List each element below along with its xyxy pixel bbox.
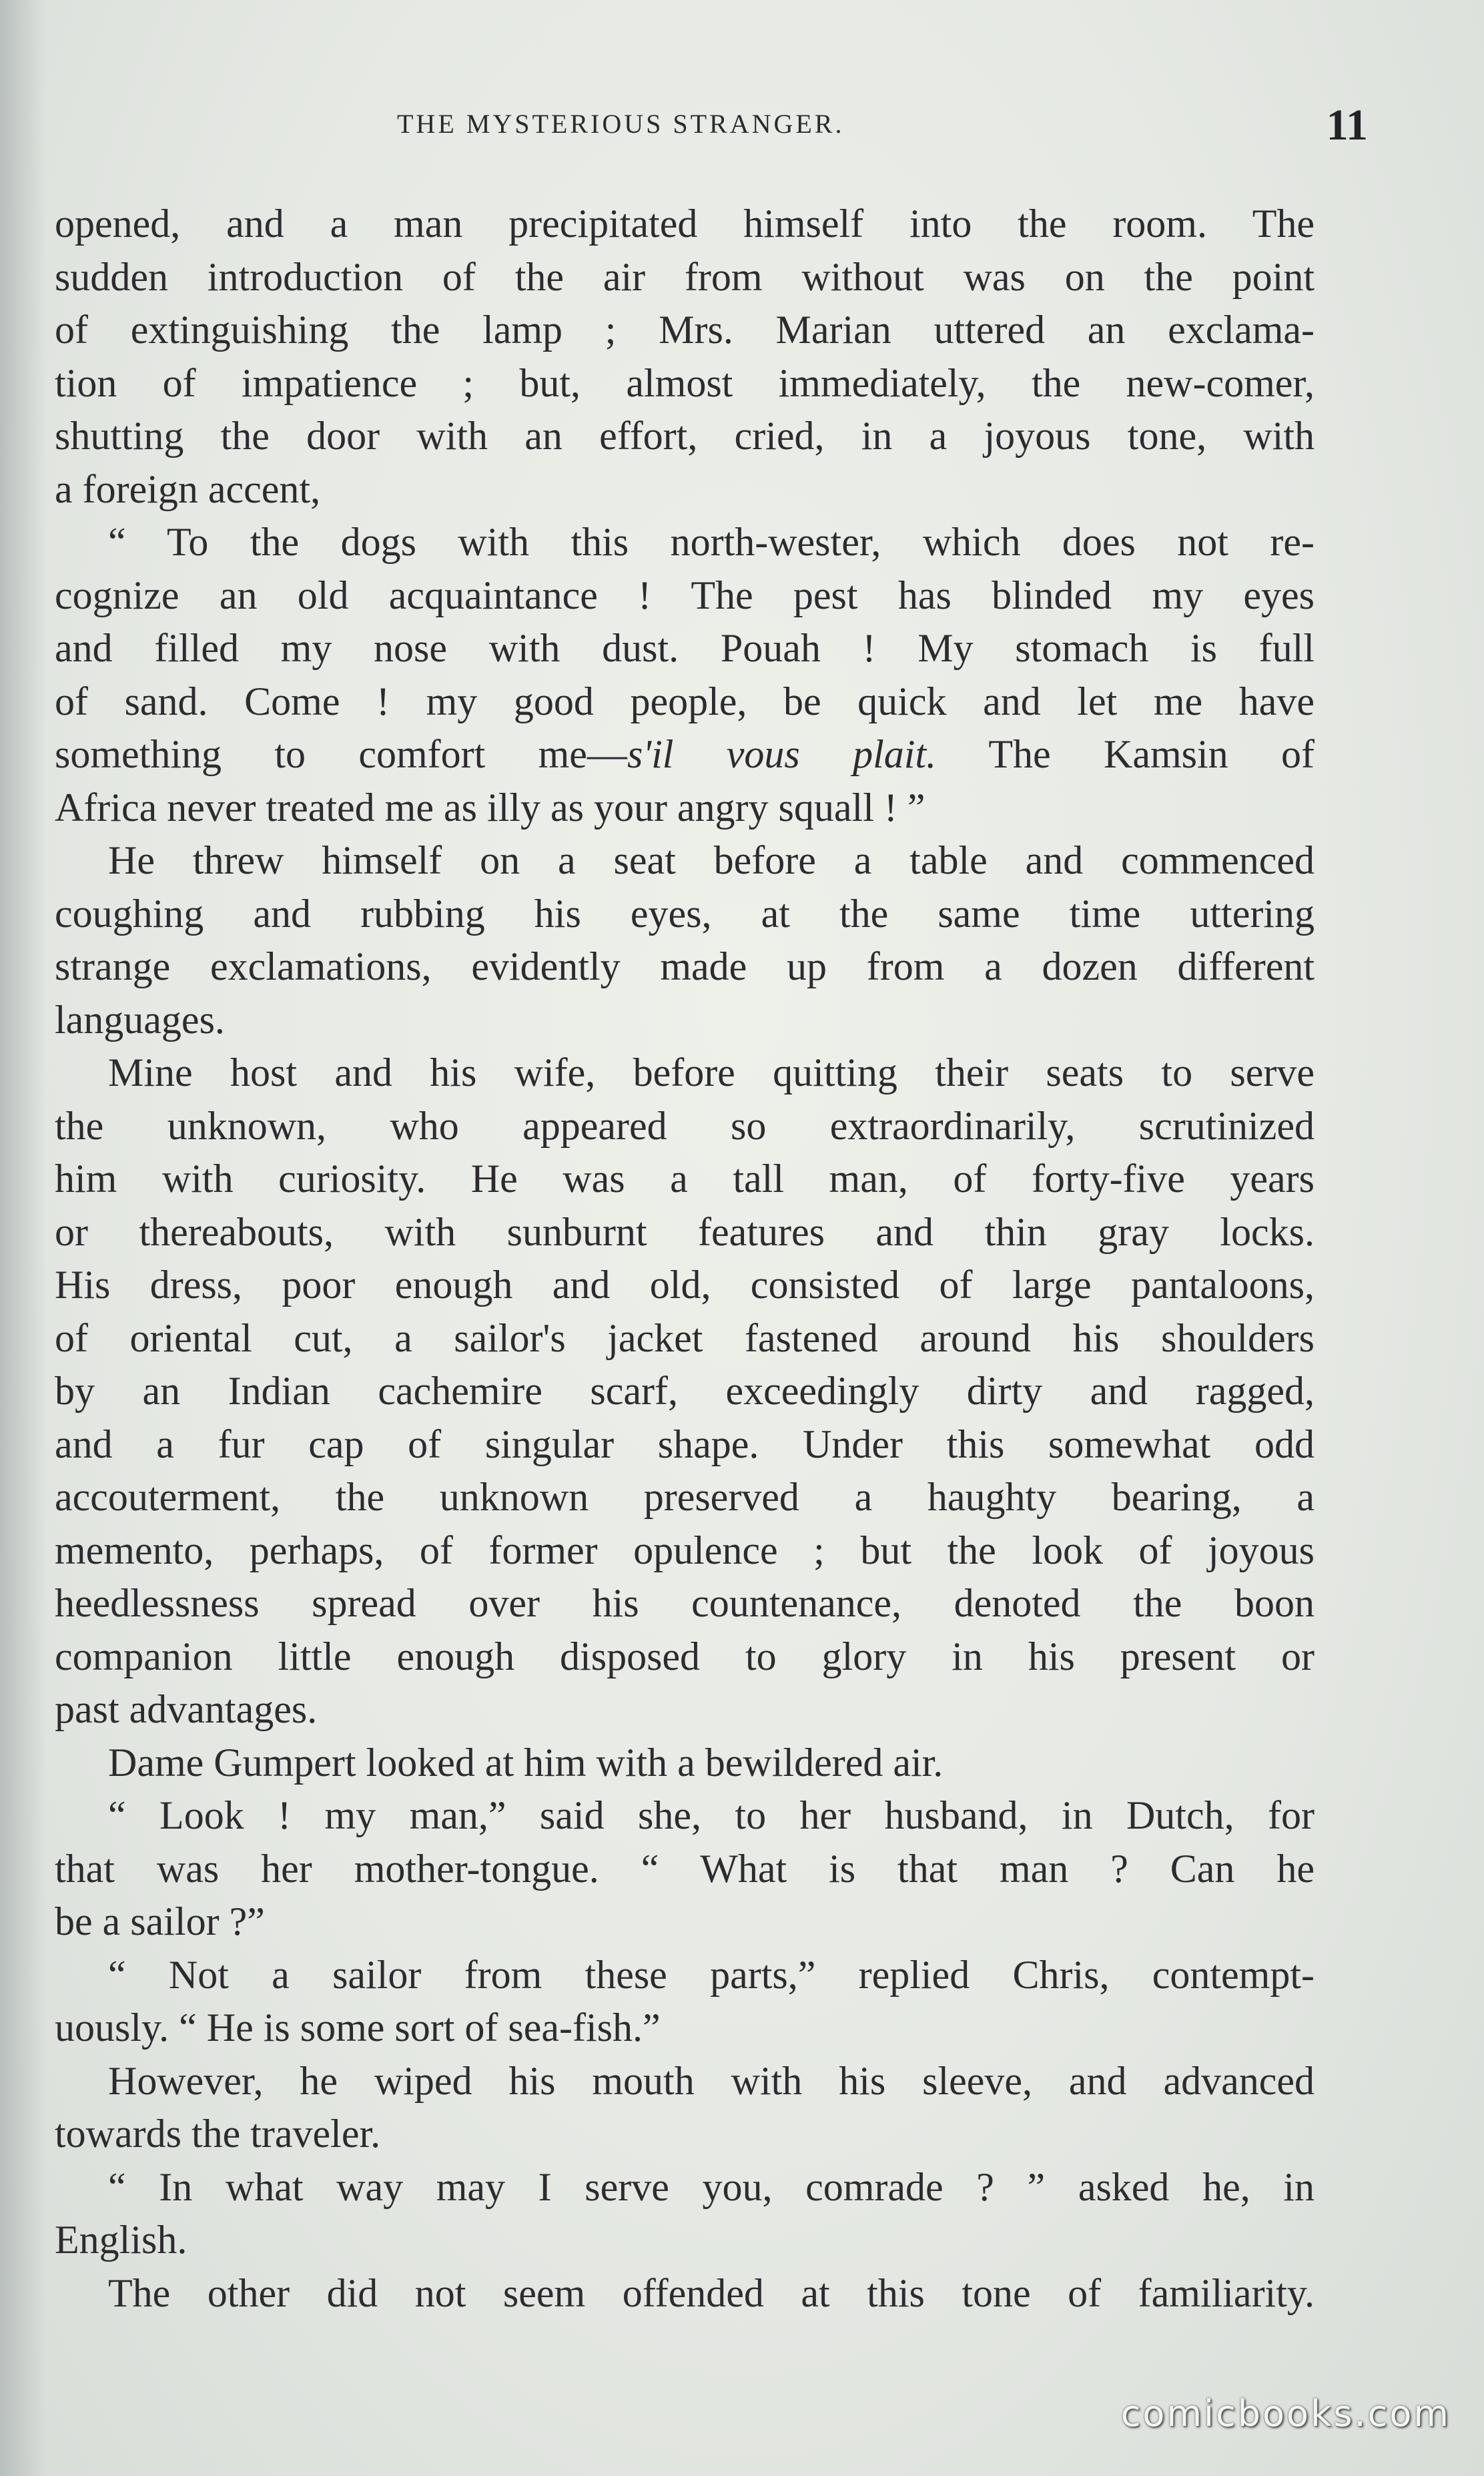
text-line <box>55 1100 1315 1153</box>
text-line <box>55 304 1315 357</box>
italic-phrase: s'il vous plait. <box>627 732 937 776</box>
text-line-content: be a sailor ?” <box>55 1899 265 1943</box>
text-line-content: and a fur cap of singular shape. Under this somewhat odd <box>55 1422 1315 1466</box>
text-line <box>55 2214 1315 2267</box>
running-head <box>53 100 1388 147</box>
text-line-content: him with curiosity. He was a tall man, of forty-five years <box>55 1157 1315 1201</box>
text-line-content: the unknown, who appeared so extraordinarily, scrutinized <box>55 1103 1315 1148</box>
text-line-content: of oriental cut, a sailor's jacket fastened around his shoulders <box>55 1315 1315 1360</box>
text-line <box>55 1683 1315 1737</box>
text-line <box>55 1206 1315 1259</box>
text-line-content: “ Not a sailor from these parts,” replied Chris, contempt- <box>108 1952 1315 1997</box>
text-line <box>55 516 1315 569</box>
text-line-content: companion little enough disposed to glory in his present or <box>55 1634 1315 1678</box>
text-line <box>55 198 1315 251</box>
text-line <box>55 1524 1315 1578</box>
text-line-content: Dame Gumpert looked at him with a bewildered air. <box>108 1740 944 1785</box>
text-line <box>55 1630 1315 1684</box>
text-line <box>55 357 1315 410</box>
text-line-content: uously. “ He is some sort of sea-fish.” <box>55 2005 661 2050</box>
text-line <box>55 1471 1315 1524</box>
text-line <box>55 463 1315 517</box>
text-line <box>55 940 1315 994</box>
text-line <box>55 1046 1315 1100</box>
text-line-content: accouterment, the unknown preserved a haughty bearing, a <box>55 1475 1315 1519</box>
text-line-content: heedlessness spread over his countenance, denoted the boon <box>55 1581 1315 1625</box>
text-line-content: Mine host and his wife, before quitting their seats to serve <box>108 1050 1315 1095</box>
text-line <box>55 2055 1315 2108</box>
text-line-content: His dress, poor enough and old, consisted of large pantaloons, <box>55 1263 1315 1307</box>
text-line-content: of extinguishing the lamp ; Mrs. Marian uttered an exclama- <box>55 308 1315 352</box>
text-line <box>55 1312 1315 1365</box>
text-line-content: The other did not seem offended at this tone of familiarity. <box>108 2270 1315 2315</box>
text-line-content: English. <box>55 2218 188 2262</box>
text-line <box>55 728 1315 782</box>
text-line-content: towards the traveler. <box>55 2112 381 2156</box>
text-line-content: of sand. Come ! my good people, be quick and let me have <box>55 679 1315 723</box>
text-line-content: “ Look ! my man,” said she, to her husband, in Dutch, for <box>108 1793 1315 1837</box>
text-line-content: or thereabouts, with sunburnt features and thin gray locks. <box>55 1209 1315 1254</box>
text-line-content: However, he wiped his mouth with his sleeve, and advanced <box>108 2058 1315 2103</box>
text-line <box>55 1418 1315 1472</box>
text-line <box>55 1895 1315 1949</box>
text-line <box>55 1949 1315 2002</box>
text-line <box>55 1577 1315 1630</box>
text-line <box>55 2267 1315 2320</box>
text-line-content: languages. <box>55 997 225 1042</box>
text-line <box>55 888 1315 941</box>
text-line-content: He threw himself on a seat before a table and commenced <box>108 838 1315 882</box>
text-line-content: sudden introduction of the air from without was on the point <box>55 254 1315 299</box>
text-line <box>55 834 1315 888</box>
text-line <box>55 2108 1315 2161</box>
text-line-content: coughing and rubbing his eyes, at the same time uttering <box>55 891 1315 936</box>
text-line-content: strange exclamations, evidently made up from a dozen different <box>55 944 1315 988</box>
text-line-content: “ To the dogs with this north-wester, which does not re- <box>108 520 1315 564</box>
text-line <box>55 1153 1315 1206</box>
text-line <box>55 2001 1315 2055</box>
text-line-content: past advantages. <box>55 1687 318 1731</box>
text-line <box>55 410 1315 463</box>
text-line <box>55 782 1315 835</box>
text-line <box>55 569 1315 623</box>
text-line <box>55 1737 1315 1790</box>
text-line <box>55 1789 1315 1843</box>
text-line-tail: The Kamsin of <box>936 732 1315 776</box>
text-line-content: tion of impatience ; but, almost immediately, the new-comer, <box>55 360 1315 405</box>
text-line <box>55 2161 1315 2214</box>
text-line <box>55 994 1315 1047</box>
text-line-content: a foreign accent, <box>55 467 321 511</box>
text-line-content: opened, and a man precipitated himself into the room. The <box>55 202 1315 246</box>
running-title: THE MYSTERIOUS STRANGER. <box>397 109 845 139</box>
text-line-content: cognize an old acquaintance ! The pest has blinded my eyes <box>55 573 1315 617</box>
text-line-content: something to comfort me— <box>55 732 627 776</box>
text-line <box>55 675 1315 729</box>
text-line <box>55 1259 1315 1312</box>
text-line-content: and filled my nose with dust. Pouah ! My stomach is full <box>55 626 1315 670</box>
text-line-content: memento, perhaps, of former opulence ; but the look of joyous <box>55 1528 1315 1572</box>
body-text <box>55 198 1315 2320</box>
text-line <box>55 251 1315 304</box>
text-line <box>55 1365 1315 1418</box>
page-number: 11 <box>1326 101 1368 149</box>
text-line-content: “ In what way may I serve you, comrade ? ” asked he, in <box>108 2164 1315 2209</box>
text-line-content: Africa never treated me as illy as your angry squall ! ” <box>55 785 925 830</box>
text-line-content: shutting the door with an effort, cried, in a joyous tone, with <box>55 414 1315 458</box>
text-line <box>55 1843 1315 1896</box>
text-line <box>55 622 1315 675</box>
text-line-content: by an Indian cachemire scarf, exceedingly dirty and ragged, <box>55 1369 1315 1413</box>
watermark-text: comicbooks.com <box>1120 2393 1451 2435</box>
text-line-content: that was her mother-tongue. “ What is that man ? Can he <box>55 1846 1315 1891</box>
